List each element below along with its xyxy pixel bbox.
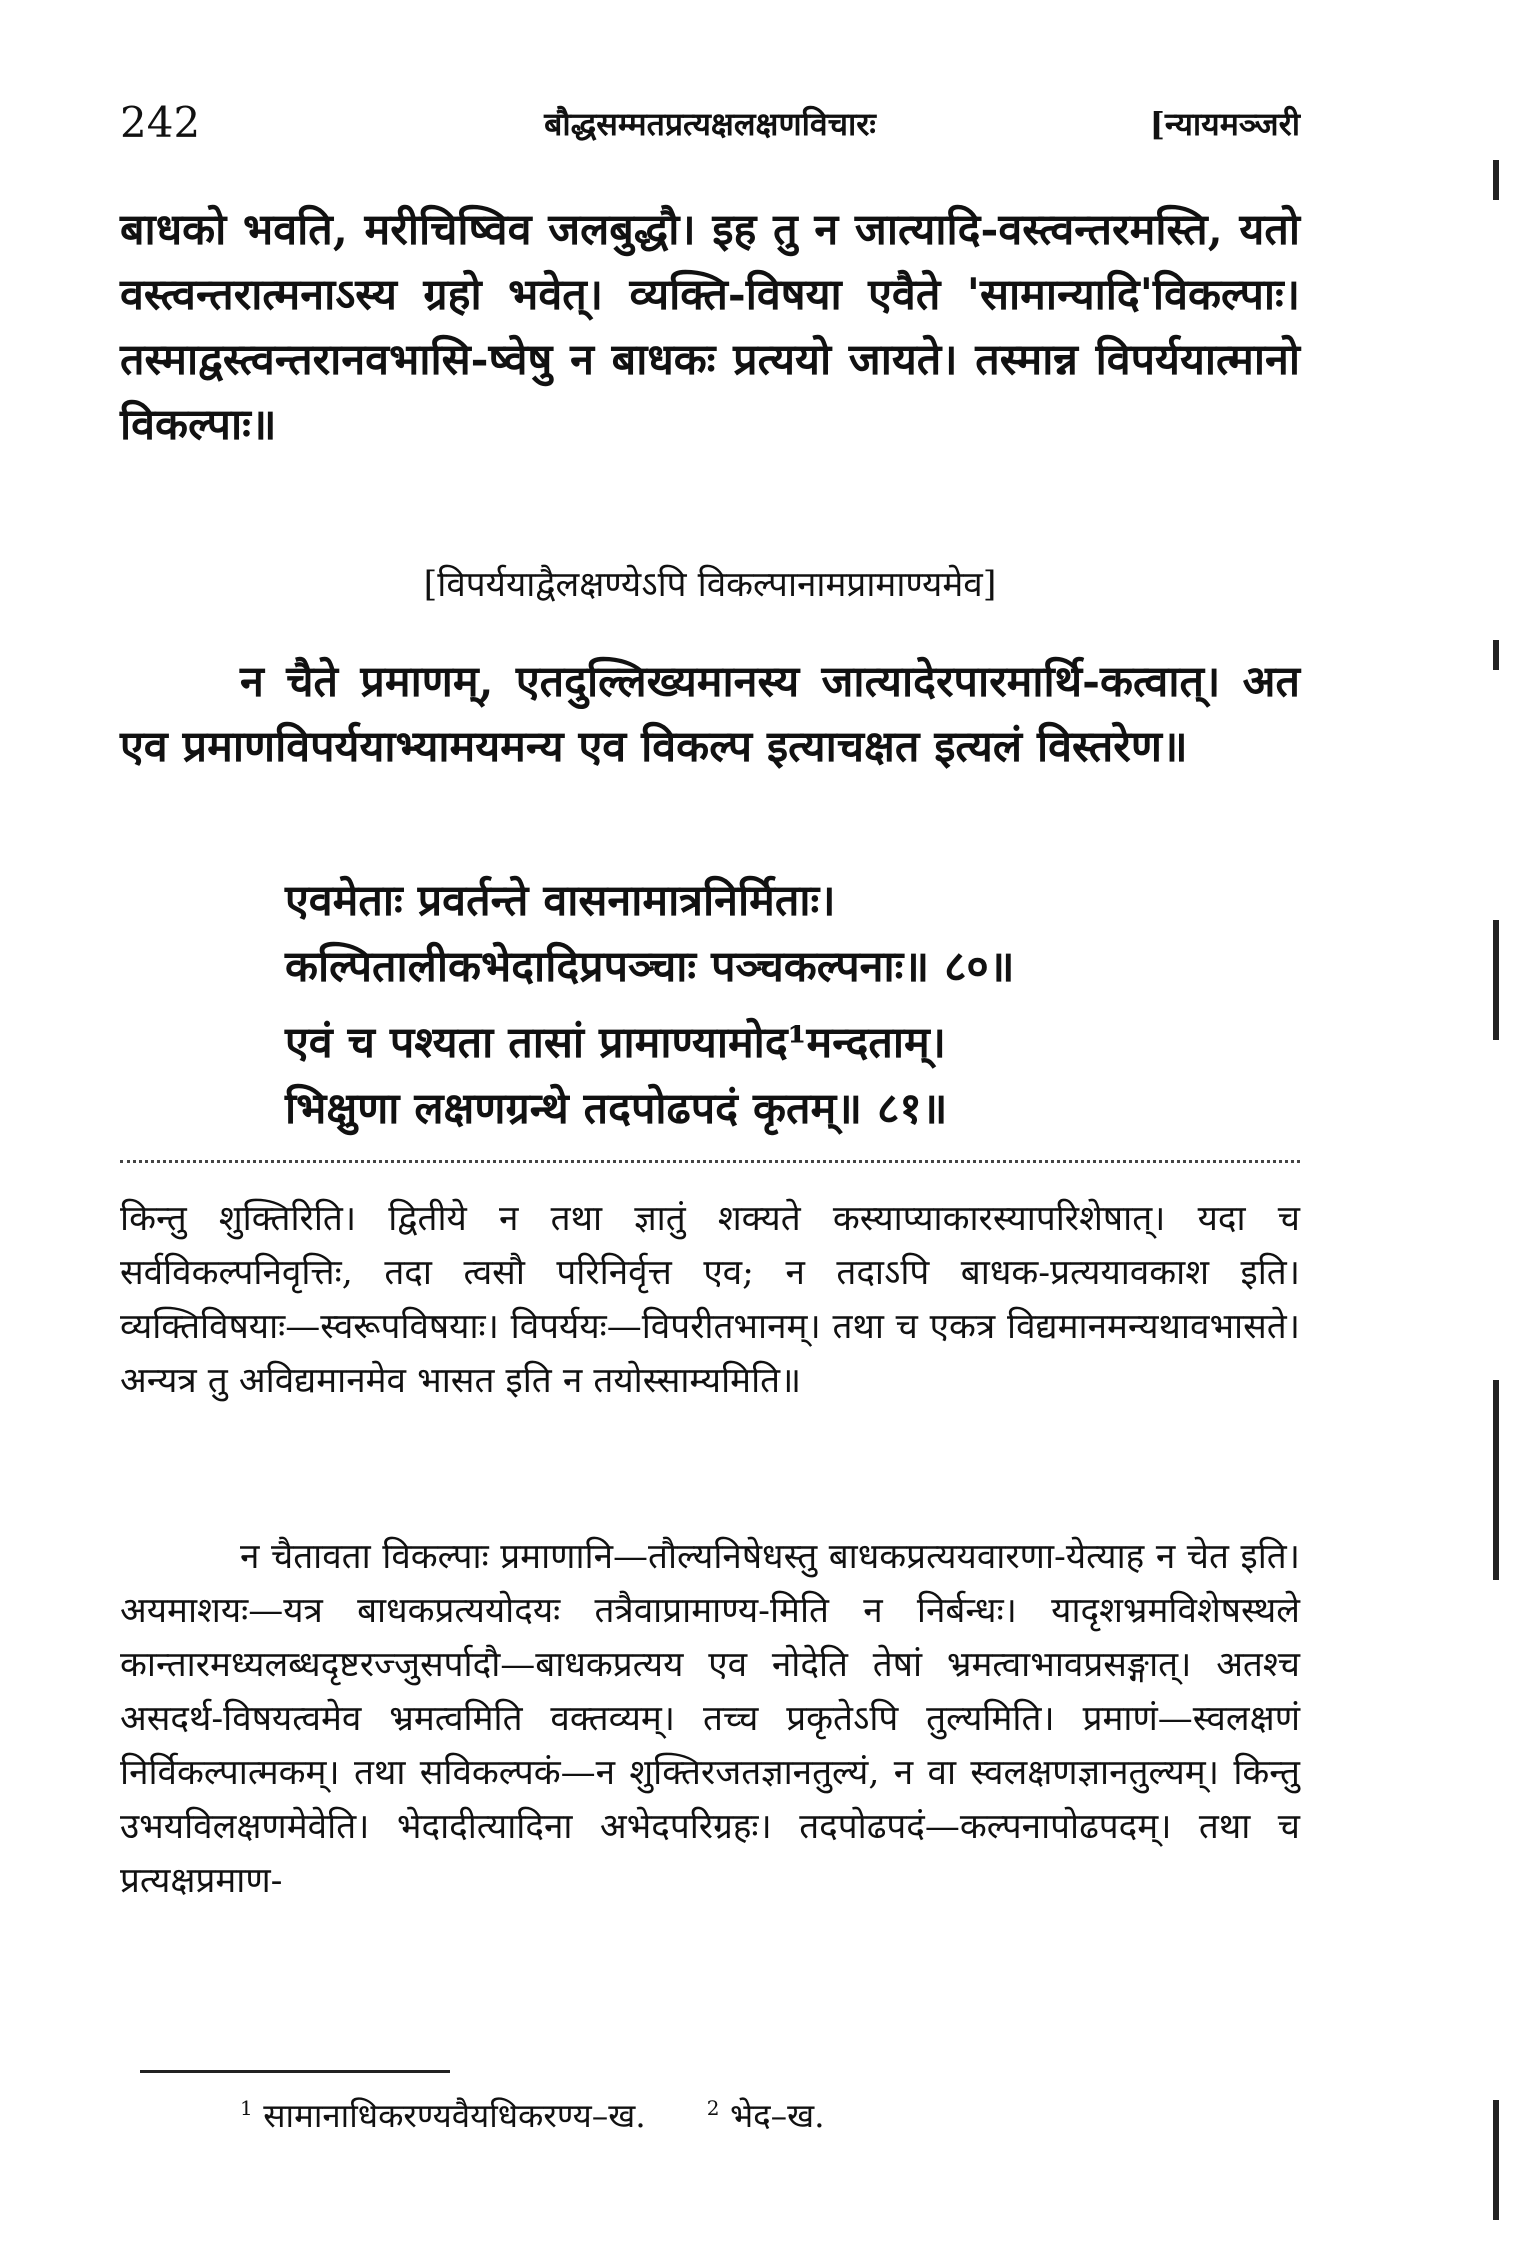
book-title: [न्यायमञ्जरी bbox=[1149, 105, 1300, 143]
section-subheading: [विपर्ययाद्वैलक्षण्येऽपि विकल्पानामप्रामाण्यमेव] bbox=[423, 565, 997, 605]
verse-80 bbox=[285, 868, 1015, 1000]
commentary-paragraph-2: न चैतावता विकल्पाः प्रमाणानि—तौल्यनिषेधस्तु बाधकप्रत्ययवारणा-येत्याह न चेत इति। अयमाशयः—यत्र बाधकप्रत्ययोदयः तत्रैवाप्रामाण्य-मिति न निर्बन्धः। यादृशभ्रमविशेषस्थले कान्तारमध्यलब्धदृष्टरज्जुसर्पादौ—बाधकप्रत्यय एव नोदेति तेषां भ्रमत्वाभावप्रसङ्गात्। अतश्च असदर्थ-विषयत्वमेव भ्रमत्वमिति वक्तव्यम्। तच्च प्रकृतेऽपि तुल्यमिति। प्रमाणं—स्वलक्षणं निर्विकल्पात्मकम्। तथा सविकल्पकं—न शुक्तिरजतज्ञानतुल्यं, न वा स्वलक्षणज्ञानतुल्यम्। किन्तु उभयविलक्षणमेवेति। भेदादीत्यादिना अभेदपरिग्रहः। तदपोढपदं—कल्पनापोढपदम्। तथा च प्रत्यक्षप्रमाण- bbox=[120, 1537, 1300, 1901]
commentary-separator bbox=[120, 1160, 1300, 1163]
scan-edge-mark bbox=[1493, 1380, 1499, 1580]
page-number: 242 bbox=[120, 98, 201, 147]
page-header bbox=[120, 98, 1300, 158]
footnote-2-text: भेद–ख. bbox=[729, 2096, 825, 2135]
verse-80-line-2: कल्पितालीकभेदादिप्रपञ्चाः पञ्चकल्पनाः॥ ८०॥ bbox=[285, 942, 1015, 992]
scan-edge-mark bbox=[1493, 160, 1499, 200]
footnote-1-marker: 1 bbox=[240, 2096, 253, 2120]
verse-80-line-1: एवमेताः प्रवर्तन्ते वासनामात्रनिर्मिताः। bbox=[285, 876, 836, 926]
footnote-2-marker: 2 bbox=[706, 2096, 720, 2120]
verse-81-line-2: भिक्षुणा लक्षणग्रन्थे तदपोढपदं कृतम्॥ ८१॥ bbox=[285, 1084, 948, 1134]
scan-edge-mark bbox=[1493, 640, 1499, 670]
running-title: बौद्धसम्मतप्रत्यक्षलक्षणविचारः bbox=[544, 105, 876, 143]
footnote-1-text: सामानाधिकरण्यवैयधिकरण्य–ख. bbox=[263, 2096, 646, 2135]
main-paragraph-1: बाधको भवति, मरीचिष्विव जलबुद्धौ। इह तु न जात्यादि-वस्त्वन्तरमस्ति, यतो वस्त्वन्तरात्मनाऽस्य ग्रहो भवेत्। व्यक्ति-विषया एवैते 'सामान्यादि'विकल्पाः। तस्माद्वस्त्वन्तरानवभासि-ष्वेषु न बाधकः प्रत्ययो जायते। तस्मान्न विपर्ययात्मानो विकल्पाः॥ bbox=[120, 205, 1300, 450]
verse-81-line-1: एवं च पश्यता तासां प्रामाण्यामोद¹मन्दताम्। bbox=[285, 1018, 946, 1068]
footnotes bbox=[240, 2092, 825, 2137]
main-paragraph-2: न चैते प्रमाणम्, एतदुल्लिख्यमानस्य जात्यादेरपारमार्थि-कत्वात्। अत एव प्रमाणविपर्ययाभ्यामयमन्य एव विकल्प इत्याचक्षत इत्यलं विस्तरेण॥ bbox=[120, 657, 1300, 772]
scan-edge-mark bbox=[1493, 2100, 1499, 2220]
scan-edge-mark bbox=[1493, 920, 1499, 1040]
verse-81 bbox=[285, 1010, 947, 1142]
commentary-paragraph-1: किन्तु शुक्तिरिति। द्वितीये न तथा ज्ञातुं शक्यते कस्याप्याकारस्यापरिशेषात्। यदा च सर्वविकल्पनिवृत्तिः, तदा त्वसौ परिनिर्वृत्त एव; न तदाऽपि बाधक-प्रत्ययावकाश इति। व्यक्तिविषयाः—स्वरूपविषयाः। विपर्ययः—विपरीतभानम्। तथा च एकत्र विद्यमानमन्यथावभासते। अन्यत्र तु अविद्यमानमेव भासत इति न तयोस्साम्यमिति॥ bbox=[120, 1199, 1300, 1401]
footnote-rule bbox=[140, 2070, 450, 2073]
